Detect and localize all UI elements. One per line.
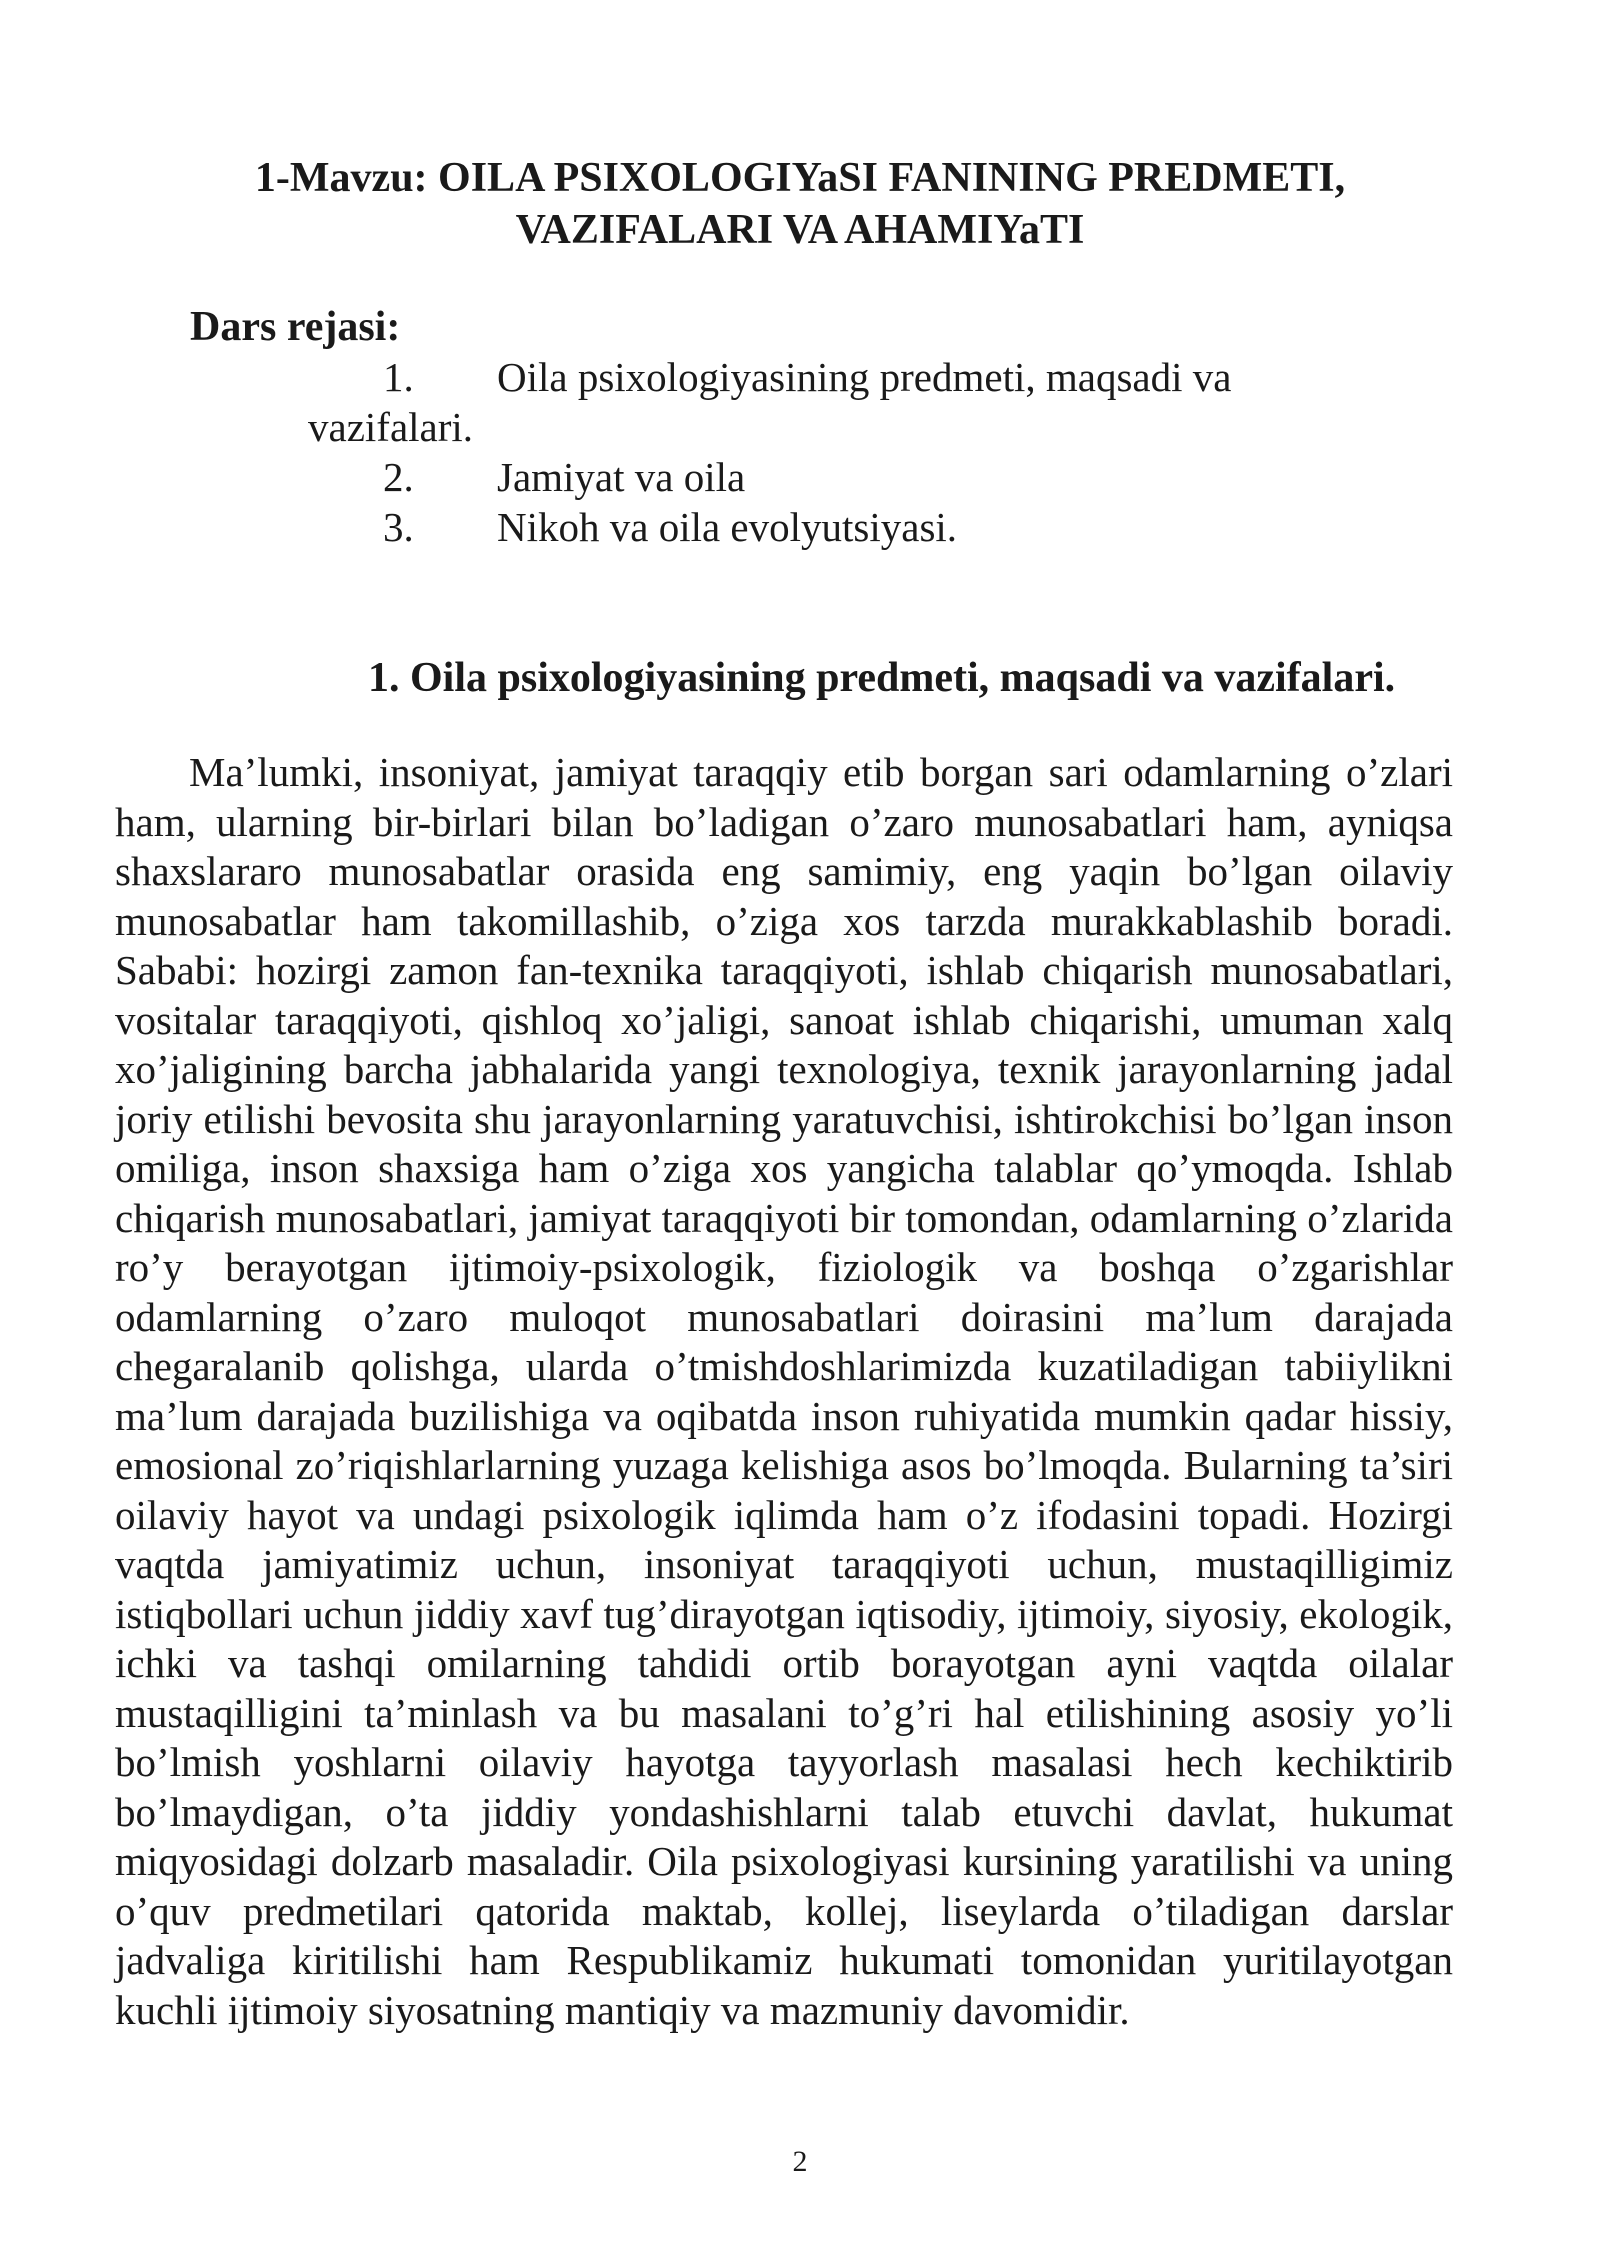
title-line-2: VAZIFALARI VA AHAMIYaTI [515, 207, 1085, 253]
plan-item-text: Nikoh va oila evolyutsiyasi. [497, 504, 958, 550]
section-heading: 1. Oila psixologiyasining predmeti, maqsadi va vazifalari. [368, 655, 1396, 701]
plan-item-text: Jamiyat va oila [497, 454, 746, 500]
page-title [160, 152, 1440, 256]
title-line-1: 1-Mavzu: OILA PSIXOLOGIYaSI FANINING PREDMETI, [254, 155, 1346, 201]
body-paragraph: Ma’lumki, insoniyat, jamiyat taraqqiy etib borgan sari odamlarning o’zlari ham, ularning bir-birlari bilan bo’ladigan o’zaro munosabatlari ham, ayniqsa shaxslararo munosabatlar orasida eng samimiy, eng yaqin bo’lgan oilaviy munosabatlar ham takomillashib, o’ziga xos tarzda murakkablashib boradi. Sababi: hozirgi zamon fan-texnika taraqqiyoti, ishlab chiqarish munosabatlari, vositalar taraqqiyoti, qishloq xo’jaligi, sanoat ishlab chiqarishi, umuman xalq xo’jaligining barcha jabhalarida yangi texnologiya, texnik jarayonlarning jadal joriy etilishi bevosita shu jarayonlarning yaratuvchisi, ishtirokchisi bo’lgan inson omiliga, inson shaxsiga ham o’ziga xos yangicha talablar qo’ymoqda. Ishlab chiqarish munosabatlari, jamiyat taraqqiyoti bir tomondan, odamlarning o’zlarida ro’y berayotgan ijtimoiy-psixologik, fiziologik va boshqa o’zgarishlar odamlarning o’zaro muloqot munosabatlari doirasini ma’lum darajada chegaralanib qolishga, ularda o’tmishdoshlarimizda kuzatiladigan tabiiylikni ma’lum darajada buzilishiga va oqibatda inson ruhiyatida mumkin qadar hissiy, emosional zo’riqishlarlarning yuzaga kelishiga asos bo’lmoqda. Bularning ta’siri oilaviy hayot va undagi psixologik iqlimda ham o’z ifodasini topadi. Hozirgi vaqtda jamiyatimiz uchun, insoniyat taraqqiyoti uchun, mustaqilligimiz istiqbollari uchun jiddiy xavf tug’dirayotgan iqtisodiy, ijtimoiy, siyosiy, ekologik, ichki va tashqi omilarning tahdidi ortib borayotgan ayni vaqtda oilalar mustaqilligini ta’minlash va bu masalani to’g’ri hal etilishining asosiy yo’li bo’lmish yoshlarni oilaviy hayotga tayyorlash masalasi hech kechiktirib bo’lmaydigan, o’ta jiddiy yondashishlarni talab etuvchi davlat, hukumat miqyosidagi dolzarb masaladir. Oila psixologiyasi kursining yaratilishi va uning o’quv predmetilari qatorida maktab, kollej, liseylarda o’tiladigan darslar jadvaliga kiritilishi ham Respublikamiz hukumati tomonidan yuritilayotgan kuchli ijtimoiy siyosatning mantiqiy va mazmuniy davomidir. [115, 749, 1453, 2033]
plan-item-number: 2. [383, 454, 414, 500]
lesson-plan-heading: Dars rejasi: [190, 304, 401, 350]
plan-item-1-continuation: vazifalari. [308, 404, 474, 450]
page-number: 2 [792, 2145, 808, 2178]
plan-item-number: 1. [383, 354, 414, 400]
plan-item-number: 3. [383, 504, 414, 550]
plan-item-text: Oila psixologiyasining predmeti, maqsadi va [497, 354, 1232, 400]
